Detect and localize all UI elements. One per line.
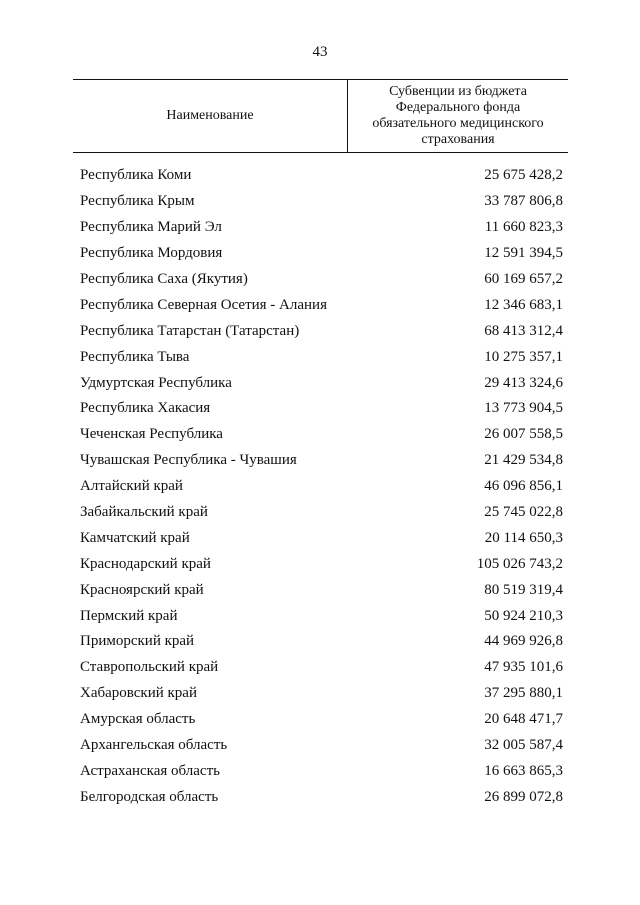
subvention-value: 33 787 806,8 — [484, 193, 563, 210]
region-name: Республика Северная Осетия - Алания — [80, 296, 327, 313]
table-row — [80, 500, 563, 526]
table-row — [80, 163, 563, 189]
region-name: Приморский край — [80, 633, 195, 650]
region-name: Республика Саха (Якутия) — [80, 271, 248, 287]
table-row — [80, 267, 563, 293]
column-header-name: Наименование — [73, 80, 348, 152]
table-row — [80, 603, 563, 629]
table-row — [80, 655, 563, 681]
subvention-value: 37 295 880,1 — [484, 685, 563, 702]
page-number: 43 — [312, 44, 328, 60]
table-row — [80, 551, 563, 577]
region-name: Забайкальский край — [80, 504, 208, 521]
subvention-value: 12 591 394,5 — [484, 245, 563, 262]
subvention-value: 44 969 926,8 — [484, 633, 563, 650]
region-name: Республика Мордовия — [80, 245, 223, 262]
region-name: Архангельская область — [80, 737, 228, 754]
subvention-value: 10 275 357,1 — [484, 348, 563, 365]
table-row — [80, 525, 563, 551]
subvention-value: 20 114 650,3 — [484, 529, 563, 546]
subvention-value: 20 648 471,7 — [484, 711, 563, 728]
region-name: Белгородская область — [80, 788, 219, 805]
subvention-value: 26 899 072,8 — [484, 788, 563, 805]
table-row — [80, 241, 563, 267]
region-name: Республика Крым — [80, 193, 195, 210]
subvention-value: 46 096 856,1 — [484, 478, 563, 495]
region-name: Красноярский край — [80, 581, 204, 598]
region-name: Хабаровский край — [80, 685, 197, 702]
table-row — [80, 318, 563, 344]
table-row — [80, 189, 563, 215]
region-name: Республика Тыва — [80, 348, 190, 365]
subvention-value: 16 663 865,3 — [484, 762, 563, 779]
table-row — [80, 448, 563, 474]
subvention-value: 12 346 683,1 — [484, 296, 563, 313]
region-name: Чувашская Республика - Чувашия — [80, 452, 297, 469]
subvention-value: 60 169 657,2 — [484, 271, 563, 287]
subvention-value: 25 675 428,2 — [484, 167, 563, 184]
table-body — [80, 163, 563, 810]
table-row — [80, 474, 563, 500]
table-row — [80, 422, 563, 448]
table-row — [80, 344, 563, 370]
subvention-value: 47 935 101,6 — [484, 659, 563, 676]
region-name: Удмуртская Республика — [80, 374, 232, 391]
table-row — [80, 681, 563, 707]
table-row — [80, 370, 563, 396]
subvention-value: 25 745 022,8 — [484, 504, 563, 521]
column-header-subvention: Субвенции из бюджета Федерального фонда обязательного медицинского страхования — [372, 84, 544, 147]
region-name: Алтайский край — [80, 478, 183, 495]
region-name: Республика Хакасия — [80, 400, 211, 417]
subvention-value: 29 413 324,6 — [484, 374, 563, 391]
region-name: Республика Татарстан (Татарстан) — [80, 322, 300, 339]
table-row — [80, 577, 563, 603]
region-name: Камчатский край — [80, 529, 190, 546]
subvention-value: 26 007 558,5 — [484, 426, 563, 443]
region-name: Пермский край — [80, 607, 178, 624]
subvention-value: 32 005 587,4 — [484, 737, 563, 754]
table-row — [80, 292, 563, 318]
subvention-value: 68 413 312,4 — [484, 322, 563, 339]
region-name: Республика Коми — [80, 167, 192, 184]
table-row — [80, 784, 563, 810]
table-header — [73, 79, 568, 153]
table-row — [80, 758, 563, 784]
region-name: Республика Марий Эл — [80, 219, 222, 236]
table-row — [80, 733, 563, 759]
table-row — [80, 215, 563, 241]
table-row — [80, 396, 563, 422]
subvention-value: 13 773 904,5 — [484, 400, 563, 417]
table-row — [80, 629, 563, 655]
subvention-value: 21 429 534,8 — [484, 452, 563, 469]
subvention-value: 105 026 743,2 — [476, 555, 563, 572]
region-name: Ставропольский край — [80, 659, 219, 676]
subvention-value: 50 924 210,3 — [484, 607, 563, 624]
region-name: Амурская область — [80, 711, 196, 728]
region-name: Астраханская область — [80, 762, 220, 779]
region-name: Чеченская Республика — [80, 426, 223, 443]
subvention-value: 80 519 319,4 — [484, 581, 563, 598]
table-row — [80, 707, 563, 733]
subvention-value: 11 660 823,3 — [484, 219, 563, 236]
region-name: Краснодарский край — [80, 555, 211, 572]
